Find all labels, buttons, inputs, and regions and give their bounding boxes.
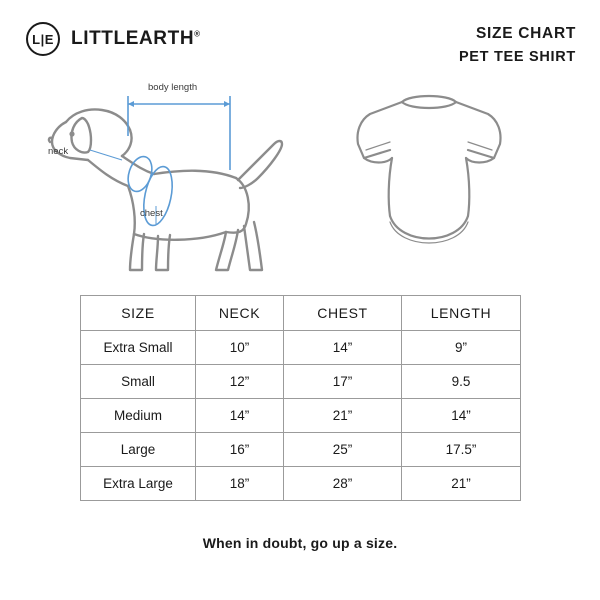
cell-neck: 16” — [196, 433, 284, 467]
cell-chest: 17” — [284, 365, 402, 399]
column-header-chest: CHEST — [284, 296, 402, 331]
illustration-area — [0, 74, 600, 279]
cell-size: Medium — [81, 399, 196, 433]
tee-outline-svg — [330, 80, 530, 270]
cell-size: Small — [81, 365, 196, 399]
cell-chest: 25” — [284, 433, 402, 467]
cell-neck: 12” — [196, 365, 284, 399]
header-titles — [459, 22, 576, 68]
cell-length: 14” — [402, 399, 521, 433]
cell-length: 9.5 — [402, 365, 521, 399]
label-neck: neck — [48, 146, 69, 158]
cell-length: 21” — [402, 467, 521, 501]
page-subtitle: PET TEE SHIRT — [458, 49, 576, 66]
table-header-row — [81, 296, 521, 331]
column-header-neck: NECK — [196, 296, 284, 331]
label-body-length: body length — [148, 82, 198, 94]
cell-size: Extra Small — [81, 331, 196, 365]
cell-length: 9” — [402, 331, 521, 365]
page-header — [0, 0, 600, 68]
table-row — [81, 399, 521, 433]
cell-neck: 18” — [196, 467, 284, 501]
cell-length: 17.5” — [402, 433, 521, 467]
size-table — [80, 295, 521, 501]
cell-size: Large — [81, 433, 196, 467]
cell-neck: 14” — [196, 399, 284, 433]
column-header-length: LENGTH — [402, 296, 521, 331]
dog-outline-svg — [30, 74, 310, 279]
registered-mark: ® — [194, 29, 201, 39]
table-row — [81, 433, 521, 467]
footnote-text: When in doubt, go up a size. — [202, 535, 398, 551]
column-header-size: SIZE — [81, 296, 196, 331]
label-chest: chest — [140, 208, 163, 220]
tee-shirt-diagram — [330, 80, 530, 275]
cell-size: Extra Large — [81, 467, 196, 501]
cell-chest: 28” — [284, 467, 402, 501]
brand-logo — [26, 22, 201, 56]
size-table-wrap — [80, 295, 520, 501]
table-row — [81, 331, 521, 365]
page-title: SIZE CHART — [476, 25, 576, 42]
arrow-left-icon — [128, 101, 134, 107]
brand-name — [71, 28, 201, 50]
brand-name-text: LITTLEARTH — [71, 28, 195, 49]
table-row — [81, 467, 521, 501]
brand-monogram-icon: L|E — [26, 22, 60, 56]
dog-diagram — [30, 74, 310, 284]
table-row — [81, 365, 521, 399]
cell-chest: 14” — [284, 331, 402, 365]
arrow-right-icon — [224, 101, 230, 107]
cell-chest: 21” — [284, 399, 402, 433]
cell-neck: 10” — [196, 331, 284, 365]
